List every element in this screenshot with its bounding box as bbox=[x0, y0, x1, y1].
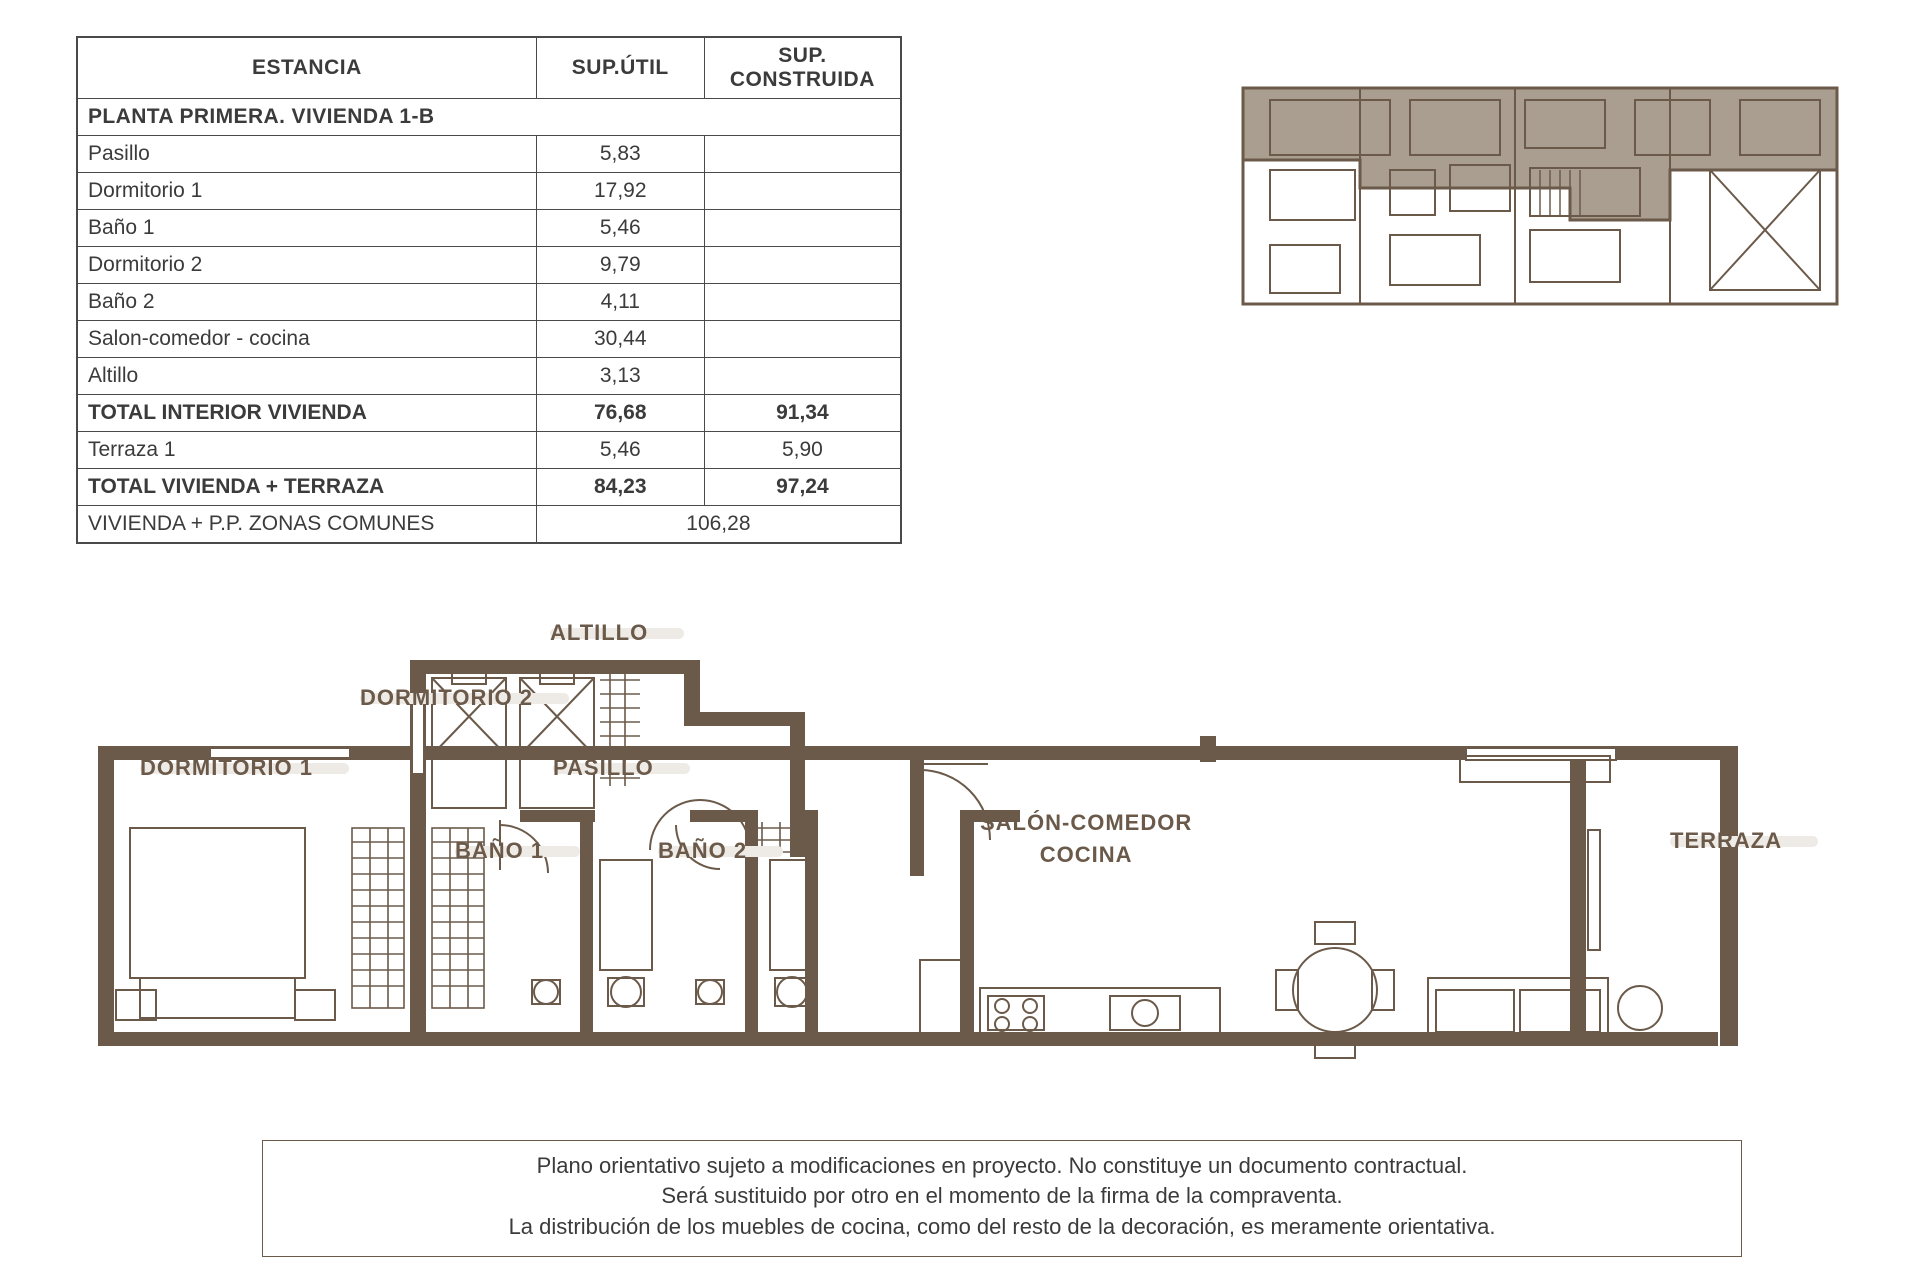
table-row bbox=[77, 432, 901, 469]
common-name: VIVIENDA + P.P. ZONAS COMUNES bbox=[77, 506, 536, 544]
room-name: Dormitorio 2 bbox=[77, 247, 536, 284]
room-built: 5,90 bbox=[704, 432, 901, 469]
header-sup-construida bbox=[704, 37, 901, 99]
table-row bbox=[77, 210, 901, 247]
room-useful: 76,68 bbox=[536, 395, 704, 432]
floor-plan-svg bbox=[80, 660, 1860, 1130]
room-built bbox=[704, 247, 901, 284]
table-section-row bbox=[77, 99, 901, 136]
room-name: Salon-comedor - cocina bbox=[77, 321, 536, 358]
label-terraza-text: TERRAZA bbox=[1670, 828, 1783, 853]
label-cocina-text: COCINA bbox=[1039, 842, 1133, 867]
room-useful: 3,13 bbox=[536, 358, 704, 395]
label-bano-1-text: BAÑO 1 bbox=[455, 838, 545, 863]
room-built bbox=[704, 136, 901, 173]
key-plan-svg bbox=[1240, 70, 1840, 320]
room-built: 91,34 bbox=[704, 395, 901, 432]
header-sup-construida-line2: CONSTRUIDA bbox=[729, 68, 875, 92]
room-name: Pasillo bbox=[77, 136, 536, 173]
room-name: TOTAL INTERIOR VIVIENDA bbox=[77, 395, 536, 432]
label-pasillo bbox=[553, 755, 654, 781]
common-value: 106,28 bbox=[536, 506, 901, 544]
areas-table bbox=[76, 36, 902, 544]
label-bano-1 bbox=[455, 838, 544, 864]
table-row bbox=[77, 136, 901, 173]
disclaimer-line-2: Será sustituido por otro en el momento de la firma de la compraventa. bbox=[661, 1183, 1343, 1209]
key-plan-diagram bbox=[1240, 70, 1840, 320]
header-sup-util: SUP.ÚTIL bbox=[536, 37, 704, 99]
label-pasillo-text: PASILLO bbox=[553, 755, 654, 780]
room-built bbox=[704, 321, 901, 358]
label-dormitorio-2 bbox=[360, 685, 533, 711]
label-bano-2-text: BAÑO 2 bbox=[658, 838, 748, 863]
room-name: Baño 1 bbox=[77, 210, 536, 247]
room-useful: 17,92 bbox=[536, 173, 704, 210]
room-useful: 5,83 bbox=[536, 136, 704, 173]
room-useful: 4,11 bbox=[536, 284, 704, 321]
table-row-common bbox=[77, 506, 901, 544]
label-terraza bbox=[1670, 828, 1782, 854]
room-name: TOTAL VIVIENDA + TERRAZA bbox=[77, 469, 536, 506]
room-name: Baño 2 bbox=[77, 284, 536, 321]
table-row bbox=[77, 358, 901, 395]
table-row-total-interior bbox=[77, 395, 901, 432]
label-dormitorio-2-text: DORMITORIO 2 bbox=[360, 685, 533, 710]
room-useful: 84,23 bbox=[536, 469, 704, 506]
label-salon-comedor-cocina bbox=[980, 810, 1192, 868]
room-useful: 5,46 bbox=[536, 432, 704, 469]
label-dormitorio-1-text: DORMITORIO 1 bbox=[140, 755, 313, 780]
room-built bbox=[704, 210, 901, 247]
table-row-total-terraza bbox=[77, 469, 901, 506]
room-useful: 5,46 bbox=[536, 210, 704, 247]
label-altillo bbox=[550, 620, 648, 646]
table-row bbox=[77, 321, 901, 358]
room-useful: 9,79 bbox=[536, 247, 704, 284]
room-built bbox=[704, 173, 901, 210]
header-sup-construida-line1: SUP. bbox=[778, 44, 827, 67]
disclaimer-box bbox=[262, 1140, 1742, 1257]
table-row bbox=[77, 247, 901, 284]
label-altillo-text: ALTILLO bbox=[550, 620, 649, 645]
table-row bbox=[77, 173, 901, 210]
room-built: 97,24 bbox=[704, 469, 901, 506]
table-row bbox=[77, 284, 901, 321]
header-estancia: ESTANCIA bbox=[77, 37, 536, 99]
disclaimer-line-3: La distribución de los muebles de cocina, como del resto de la decoración, es meramente orientativa. bbox=[508, 1213, 1496, 1239]
label-salon-text: SALÓN-COMEDOR bbox=[980, 810, 1193, 835]
label-bano-2 bbox=[658, 838, 747, 864]
label-dormitorio-1 bbox=[140, 755, 313, 781]
table-header-row bbox=[77, 37, 901, 99]
disclaimer-line-1: Plano orientativo sujeto a modificaciones en proyecto. No constituye un documento contractual. bbox=[536, 1153, 1468, 1178]
section-title: PLANTA PRIMERA. VIVIENDA 1-B bbox=[77, 99, 901, 136]
room-name: Dormitorio 1 bbox=[77, 173, 536, 210]
floor-plan-diagram bbox=[80, 620, 1860, 1130]
room-name: Terraza 1 bbox=[77, 432, 536, 469]
room-useful: 30,44 bbox=[536, 321, 704, 358]
room-name: Altillo bbox=[77, 358, 536, 395]
room-built bbox=[704, 284, 901, 321]
room-built bbox=[704, 358, 901, 395]
